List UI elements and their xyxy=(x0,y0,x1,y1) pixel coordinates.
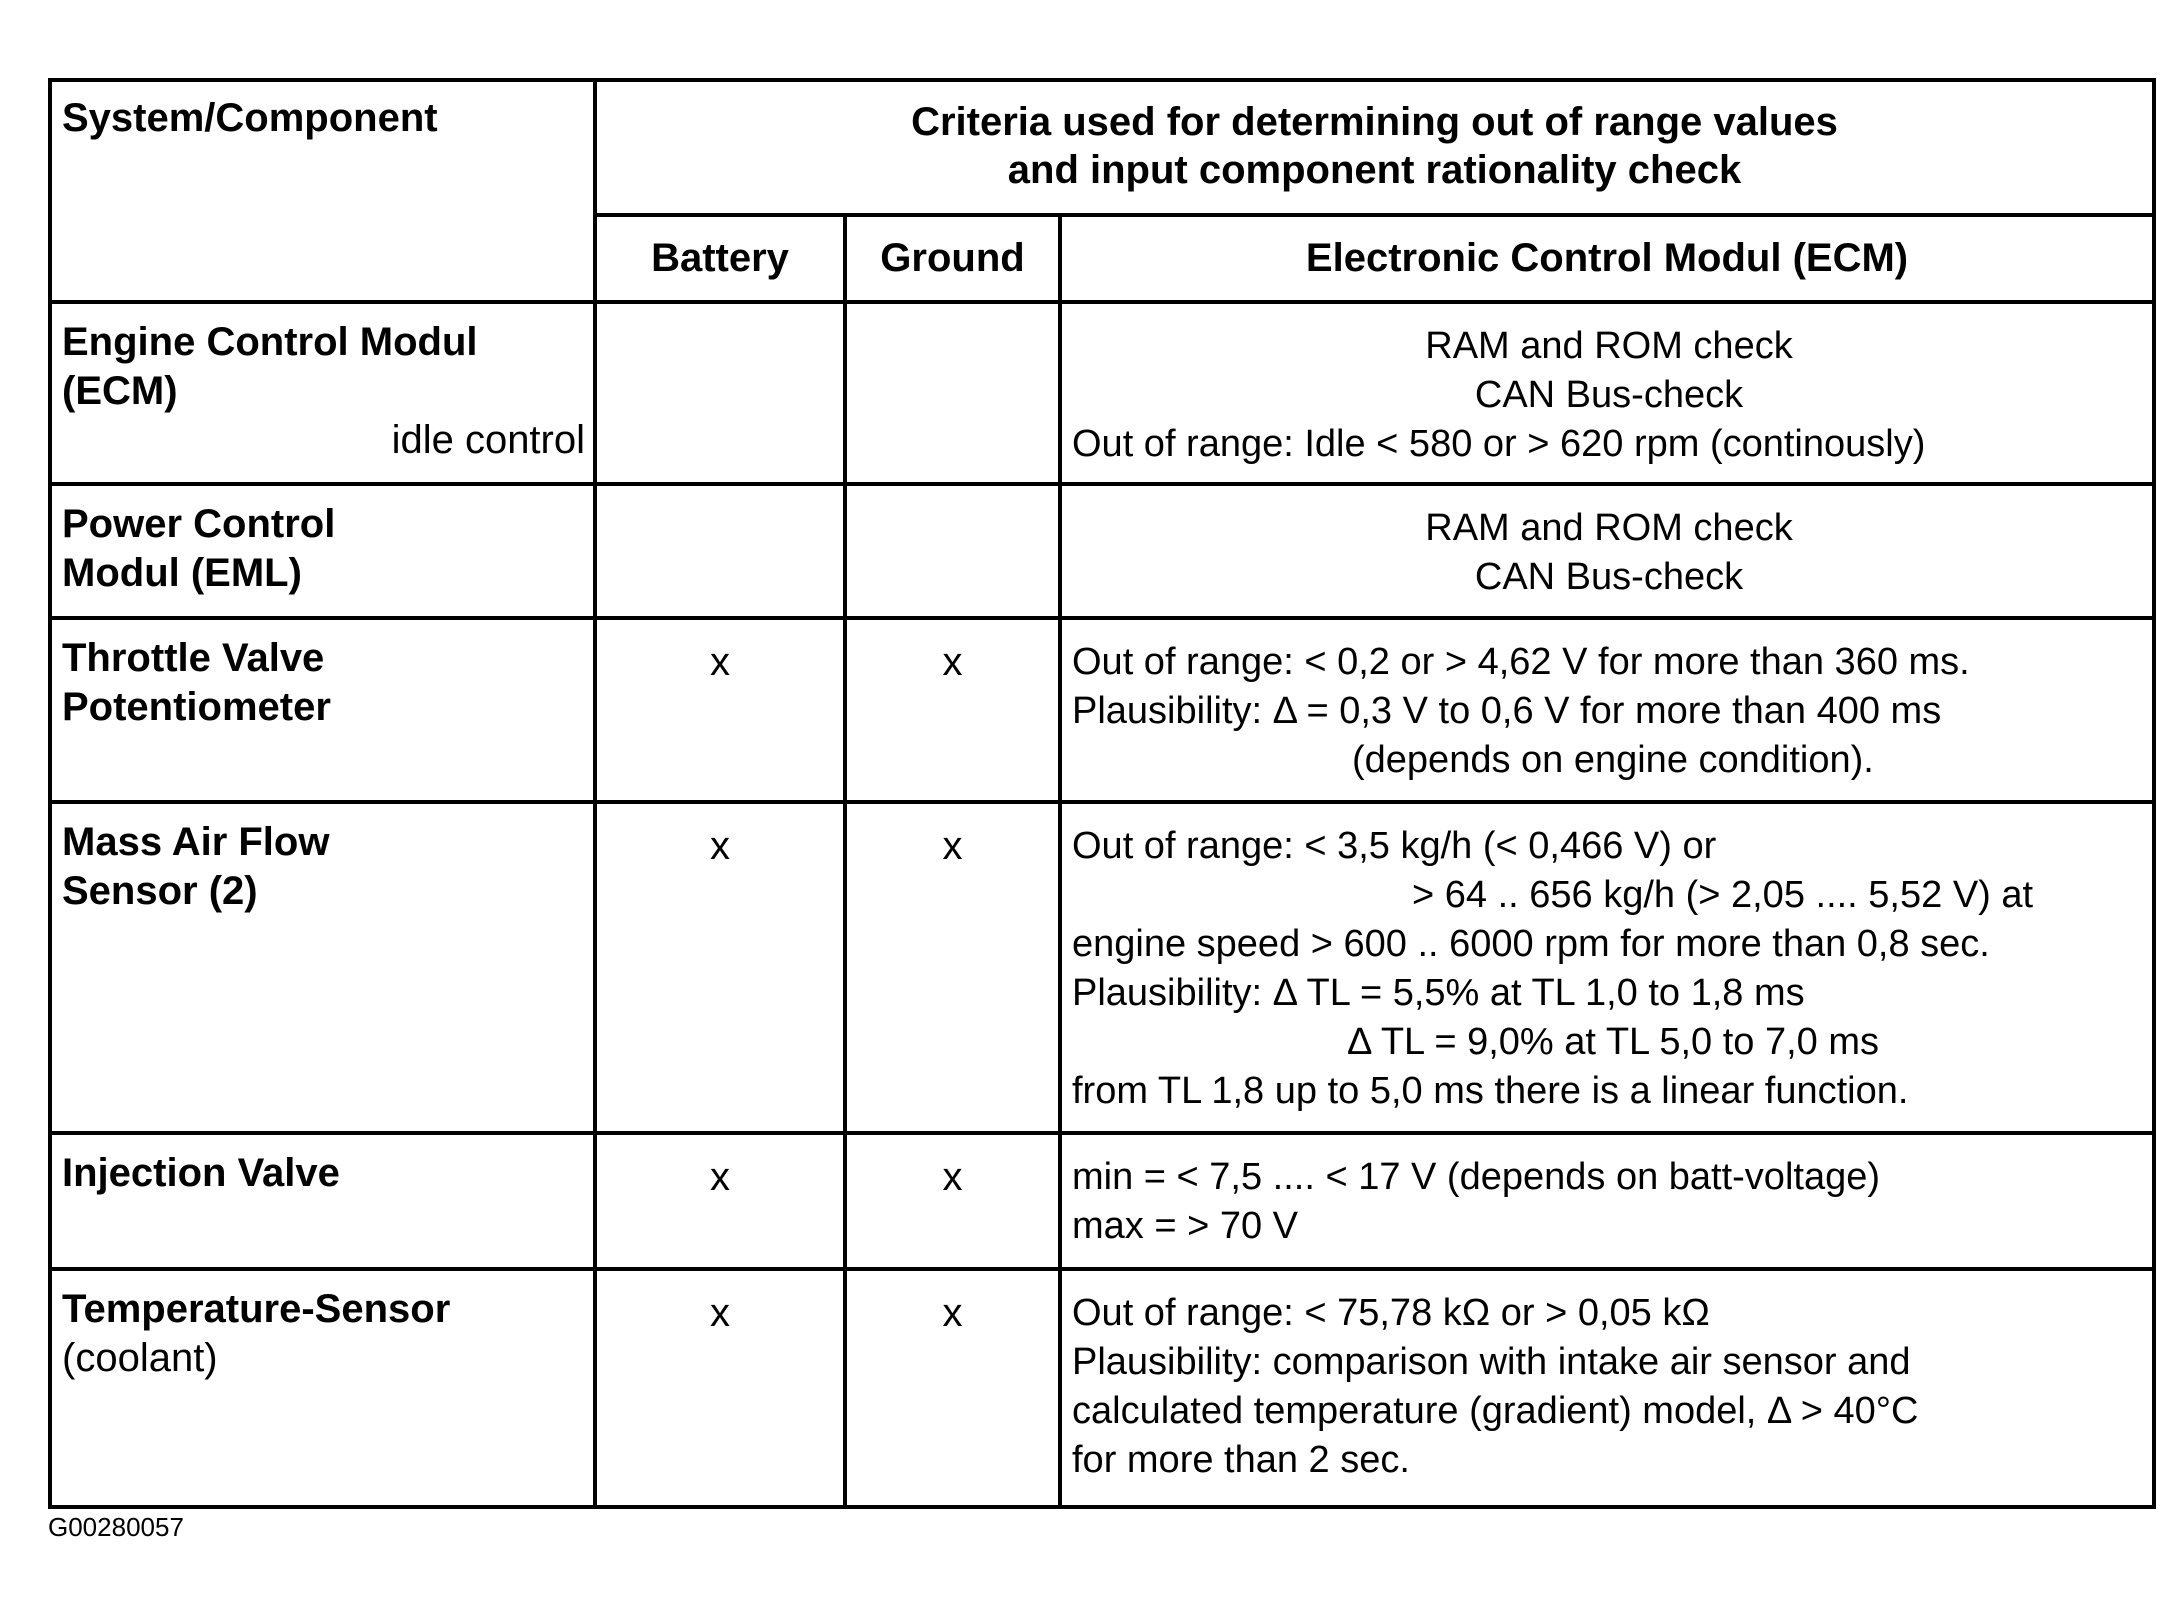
component-cell xyxy=(50,1133,595,1269)
component-sub: idle control xyxy=(391,418,585,462)
ecm-line: engine speed > 600 .. 6000 rpm for more than 0,8 sec. xyxy=(1072,923,1990,965)
battery-cell: x xyxy=(595,802,845,1133)
ecm-line: Out of range: < 75,78 kΩ or > 0,05 kΩ xyxy=(1072,1292,1710,1334)
ecm-line: Out of range: < 3,5 kg/h (< 0,466 V) or xyxy=(1072,825,1717,867)
component-note: (coolant) xyxy=(62,1336,218,1380)
component-name: Injection Valve xyxy=(62,1151,340,1195)
ecm-line: (depends on engine condition). xyxy=(1352,739,1874,781)
component-name: Sensor (2) xyxy=(62,869,258,913)
criteria-table xyxy=(48,78,2156,1509)
ecm-line: RAM and ROM check xyxy=(1425,507,1793,549)
component-name: Potentiometer xyxy=(62,685,331,729)
ecm-cell xyxy=(1060,302,2154,484)
ground-cell: x xyxy=(845,1269,1060,1507)
component-name: Modul (EML) xyxy=(62,551,302,595)
ground-cell xyxy=(845,484,1060,618)
component-name: Throttle Valve xyxy=(62,636,325,680)
ecm-cell xyxy=(1060,484,2154,618)
component-name: Engine Control Modul xyxy=(62,320,478,364)
ecm-cell xyxy=(1060,802,2154,1133)
table-row xyxy=(50,802,2154,1133)
table-row xyxy=(50,1269,2154,1507)
header-ecm: Electronic Control Modul (ECM) xyxy=(1060,215,2154,302)
component-cell xyxy=(50,802,595,1133)
ecm-line: Out of range: < 0,2 or > 4,62 V for more than 360 ms. xyxy=(1072,641,1970,683)
ecm-line: CAN Bus-check xyxy=(1474,556,1744,598)
table-row xyxy=(50,618,2154,802)
ground-cell: x xyxy=(845,618,1060,802)
header-system-component: System/Component xyxy=(50,80,595,302)
ecm-line: > 64 .. 656 kg/h (> 2,05 .... 5,52 V) at xyxy=(1412,874,2034,916)
ecm-line: max = > 70 V xyxy=(1072,1205,1299,1247)
component-cell xyxy=(50,484,595,618)
header-ground: Ground xyxy=(845,215,1060,302)
ecm-line: RAM and ROM check xyxy=(1425,325,1793,367)
table-row xyxy=(50,1133,2154,1269)
component-name: Temperature-Sensor xyxy=(62,1287,451,1331)
component-cell xyxy=(50,1269,595,1507)
component-cell xyxy=(50,618,595,802)
ecm-cell xyxy=(1060,1269,2154,1507)
figure-code: G00280057 xyxy=(48,1512,184,1542)
ecm-line: Plausibility: Δ TL = 5,5% at TL 1,0 to 1,8 ms xyxy=(1072,972,1805,1014)
ground-cell: x xyxy=(845,1133,1060,1269)
battery-cell xyxy=(595,302,845,484)
component-cell xyxy=(50,302,595,484)
battery-cell: x xyxy=(595,618,845,802)
header-battery: Battery xyxy=(595,215,845,302)
component-name: (ECM) xyxy=(62,369,178,413)
ground-cell xyxy=(845,302,1060,484)
ecm-line: Plausibility: comparison with intake air sensor and xyxy=(1072,1341,1911,1383)
ecm-line: for more than 2 sec. xyxy=(1072,1439,1410,1481)
ecm-line: CAN Bus-check xyxy=(1474,374,1744,416)
ecm-line: Plausibility: Δ = 0,3 V to 0,6 V for more than 400 ms xyxy=(1072,690,1942,732)
header-criteria-line2: and input component rationality check xyxy=(1007,148,1742,192)
component-name: Mass Air Flow xyxy=(62,820,330,864)
ground-cell: x xyxy=(845,802,1060,1133)
ecm-line: from TL 1,8 up to 5,0 ms there is a linear function. xyxy=(1072,1070,1909,1112)
header-criteria xyxy=(595,80,2154,215)
ecm-line: Δ TL = 9,0% at TL 5,0 to 7,0 ms xyxy=(1347,1021,1879,1063)
ecm-line: min = < 7,5 .... < 17 V (depends on batt-voltage) xyxy=(1072,1156,1881,1198)
ecm-cell xyxy=(1060,1133,2154,1269)
table-row xyxy=(50,484,2154,618)
battery-cell: x xyxy=(595,1133,845,1269)
battery-cell xyxy=(595,484,845,618)
ecm-cell xyxy=(1060,618,2154,802)
ecm-line: Out of range: Idle < 580 or > 620 rpm (continously) xyxy=(1072,423,1926,465)
battery-cell: x xyxy=(595,1269,845,1507)
table-row xyxy=(50,302,2154,484)
component-name: Power Control xyxy=(62,502,336,546)
ecm-line: calculated temperature (gradient) model, Δ > 40°C xyxy=(1072,1390,1919,1432)
header-criteria-line1: Criteria used for determining out of range values xyxy=(911,100,1838,144)
